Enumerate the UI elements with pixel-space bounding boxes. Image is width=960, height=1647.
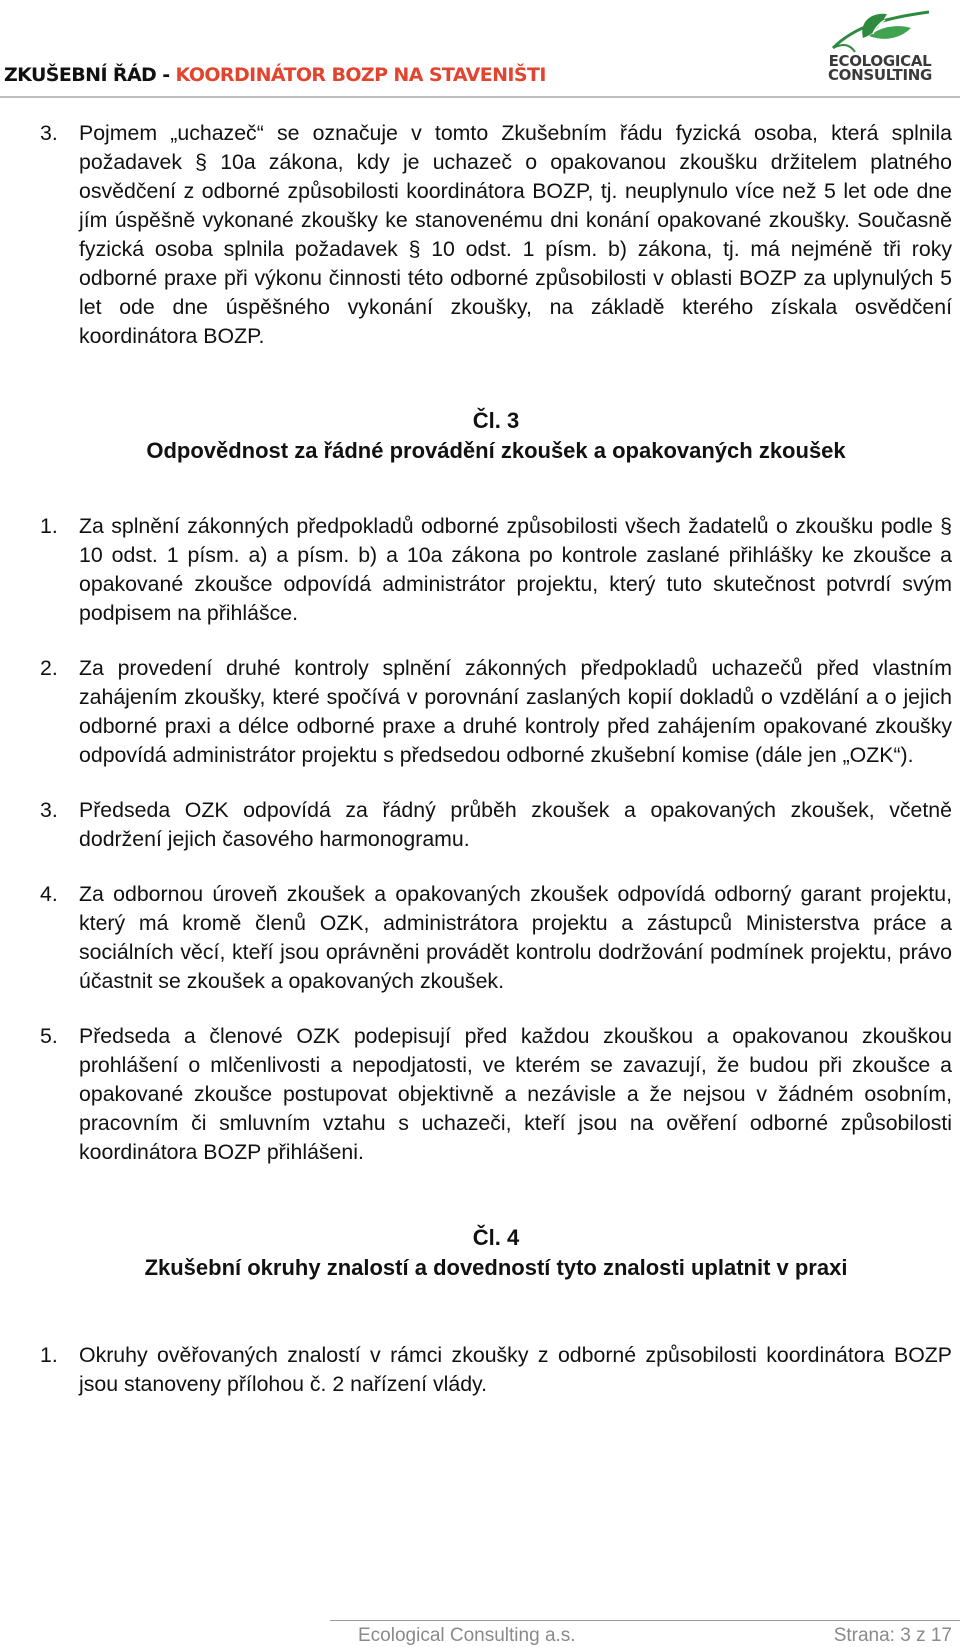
document-body (40, 119, 952, 1399)
item-number: 4. (40, 882, 58, 906)
footer-company: Ecological Consulting a.s. (358, 1625, 576, 1646)
item-text: Předseda OZK odpovídá za řádný průběh zkoušek a opakovaných zkoušek, včetně dodržení jejich časového harmonogramu. (79, 798, 952, 851)
item-text: Okruhy ověřovaných znalostí v rámci zkoušky z odborné způsobilosti koordinátora BOZP jsou stanoveny přílohou č. 2 nařízení vlády. (79, 1343, 952, 1396)
item-number: 3. (40, 798, 58, 822)
header-divider (0, 96, 960, 98)
document-title (4, 64, 546, 86)
article-4-title: Zkušební okruhy znalostí a dovedností tyto znalosti uplatnit v praxi (144, 1255, 848, 1280)
logo-line2: CONSULTING (827, 66, 933, 84)
item-text: Za splnění zákonných předpokladů odborné způsobilosti všech žadatelů o zkoušku podle § 10 odst. 1 písm. a) a písm. b) a 10a zákona po kontrole zaslané přihlášky ke zkoušce a opakované zkoušce odpovídá administrátor projektu, který tuto skutečnost potvrdí svým podpisem na přihlášce. (79, 514, 952, 625)
footer-divider (330, 1620, 960, 1621)
item-text: Za odbornou úroveň zkoušek a opakovaných zkoušek odpovídá odborný garant projektu, který má kromě členů OZK, administrátora projektu a zástupců Ministerstva práce a sociálních věcí, kteří jsou oprávněni provádět kontrolu dodržování podmínek projektu, právo účastnit se zkoušek a opakovaných zkoušek. (79, 882, 952, 993)
item-number: 1. (40, 1343, 58, 1367)
page-footer (0, 1620, 960, 1647)
list-item (40, 119, 952, 351)
item-text: Pojmem „uchazeč“ se označuje v tomto Zkušebním řádu fyzická osoba, která splnila požadavek § 10a zákona, kdy je uchazeč o opakovanou zkoušku držitelem platného osvědčení z odborné způsobilosti koordinátora BOZP, tj. neuplynulo více než 5 let ode dne jím úspěšně vykonané zkoušky ke stanovenému dni konání opakované zkoušky. Současně fyzická osoba splnila požadavek § 10 odst. 1 písm. b) zákona, tj. má nejméně tři roky odborné praxe při výkonu činnosti této odborné způsobilosti v oblasti BOZP za uplynulých 5 let ode dne úspěšného vykonání zkoušky, na základě kterého získala osvědčení koordinátora BOZP. (79, 121, 952, 348)
article-4-number: Čl. 4 (472, 1225, 520, 1250)
page-header (0, 0, 960, 100)
list-item (40, 1022, 952, 1167)
document-title-part1: ZKUŠEBNÍ ŘÁD - (4, 64, 176, 86)
article-3-title: Odpovědnost za řádné provádění zkoušek a opakovaných zkoušek (146, 438, 846, 463)
article-3-number: Čl. 3 (472, 408, 520, 433)
item-number: 1. (40, 514, 58, 538)
footer-page-number: Strana: 3 z 17 (833, 1625, 952, 1646)
item-text: Za provedení druhé kontroly splnění zákonných předpokladů uchazečů před vlastním zahájením zkoušky, které spočívá v porovnání zaslaných kopií dokladů o vzdělání a o jejich odborné praxi a délce odborné praxe a druhé kontroly před zahájením opakované zkoušky odpovídá administrátor projektu s předsedou odborné zkušební komise (dále jen „OZK“). (79, 656, 952, 767)
list-item (40, 512, 952, 628)
list-item (40, 796, 952, 854)
item-number: 5. (40, 1024, 58, 1048)
butterfly-leaf-icon (825, 8, 935, 54)
list-item (40, 654, 952, 770)
company-logo (812, 8, 948, 88)
item-number: 2. (40, 656, 58, 680)
list-item (40, 1341, 952, 1399)
item-text: Předseda a členové OZK podepisují před každou zkouškou a opakovanou zkouškou prohlášení o mlčenlivosti a nepodjatosti, ve kterém se zavazují, že budou při zkoušce a opakované zkoušce postupovat objektivně a nezávisle a že nejsou v žádném osobním, pracovním či smluvním vztahu s uchazeči, kteří jsou na ověření odborné způsobilosti koordinátora BOZP přihlášeni. (79, 1024, 952, 1164)
item-number: 3. (40, 121, 58, 145)
document-title-part2: KOORDINÁTOR BOZP NA STAVENIŠTI (175, 64, 546, 86)
list-item (40, 880, 952, 996)
logo-line1: ECOLOGICAL (828, 52, 932, 70)
